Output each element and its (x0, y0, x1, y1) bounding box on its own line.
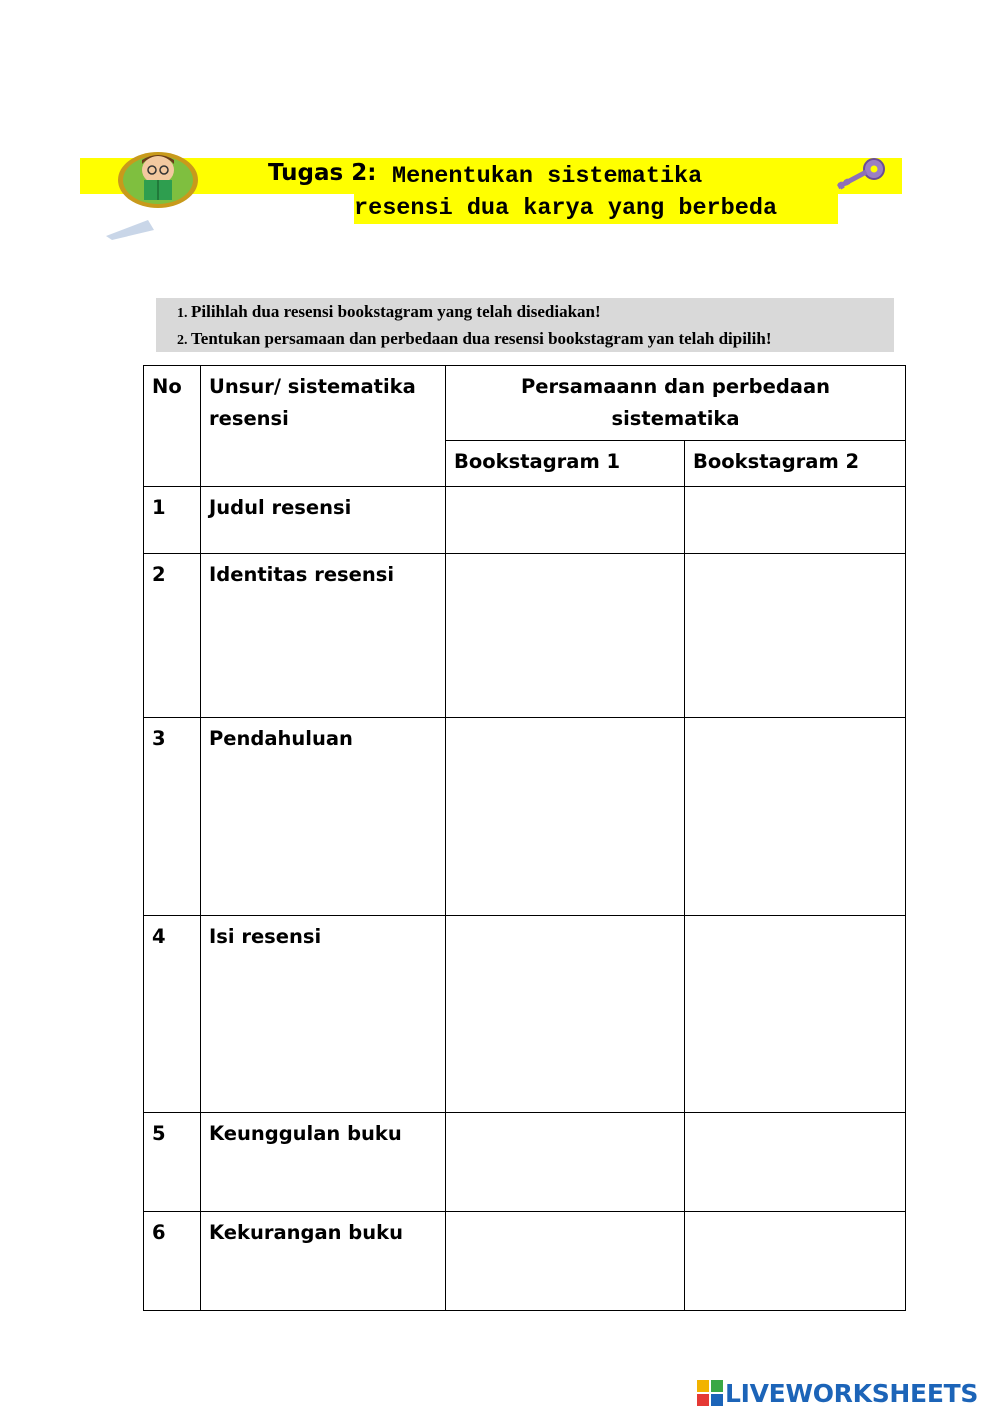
table-row (144, 1113, 906, 1212)
bookstagram-1-cell[interactable] (446, 916, 685, 1113)
liveworksheets-brand-text: LIVEWORKSHEETS (725, 1378, 979, 1408)
row-label: Identitas resensi (201, 554, 446, 718)
bookstagram-1-cell[interactable] (446, 718, 685, 916)
bookstagram-2-cell[interactable] (685, 916, 906, 1113)
row-number: 6 (144, 1212, 201, 1311)
instruction-item: 1. Pilihlah dua resensi bookstagram yang telah disediakan! (191, 298, 894, 325)
row-number: 5 (144, 1113, 201, 1212)
task-title-line2: resensi dua karya yang berbeda (354, 195, 778, 222)
bookstagram-1-cell[interactable] (446, 487, 685, 554)
bookstagram-2-cell[interactable] (685, 487, 906, 554)
row-label: Keunggulan buku (201, 1113, 446, 1212)
row-number: 3 (144, 718, 201, 916)
key-icon (832, 156, 888, 196)
table-row (144, 718, 906, 916)
table-row (144, 487, 906, 554)
row-number: 4 (144, 916, 201, 1113)
header-unsur: Unsur/ sistematika resensi (201, 366, 446, 487)
liveworksheets-mark-icon (697, 1380, 723, 1406)
reading-boy-icon (104, 150, 204, 240)
row-label: Kekurangan buku (201, 1212, 446, 1311)
instruction-item: 2. Tentukan persamaan dan perbedaan dua resensi bookstagram yan telah dipilih! (191, 325, 894, 352)
header-bookstagram-2: Bookstagram 2 (685, 441, 906, 487)
table-row (144, 1212, 906, 1311)
bookstagram-2-cell[interactable] (685, 554, 906, 718)
bookstagram-2-cell[interactable] (685, 1113, 906, 1212)
table-row (144, 916, 906, 1113)
task-label: Tugas 2: (268, 160, 377, 186)
row-number: 2 (144, 554, 201, 718)
comparison-table (143, 365, 906, 1311)
table-row (144, 554, 906, 718)
bookstagram-2-cell[interactable] (685, 1212, 906, 1311)
instructions-box (156, 298, 894, 352)
bookstagram-1-cell[interactable] (446, 1113, 685, 1212)
row-label: Judul resensi (201, 487, 446, 554)
header-no: No (144, 366, 201, 487)
task-title-line1: Menentukan sistematika (392, 163, 703, 190)
header-comparison-group: Persamaann dan perbedaan sistematika (446, 366, 906, 441)
liveworksheets-logo (697, 1378, 978, 1408)
row-label: Isi resensi (201, 916, 446, 1113)
row-number: 1 (144, 487, 201, 554)
header-bookstagram-1: Bookstagram 1 (446, 441, 685, 487)
bookstagram-1-cell[interactable] (446, 554, 685, 718)
instructions-list (156, 298, 894, 352)
bookstagram-2-cell[interactable] (685, 718, 906, 916)
row-label: Pendahuluan (201, 718, 446, 916)
bookstagram-1-cell[interactable] (446, 1212, 685, 1311)
